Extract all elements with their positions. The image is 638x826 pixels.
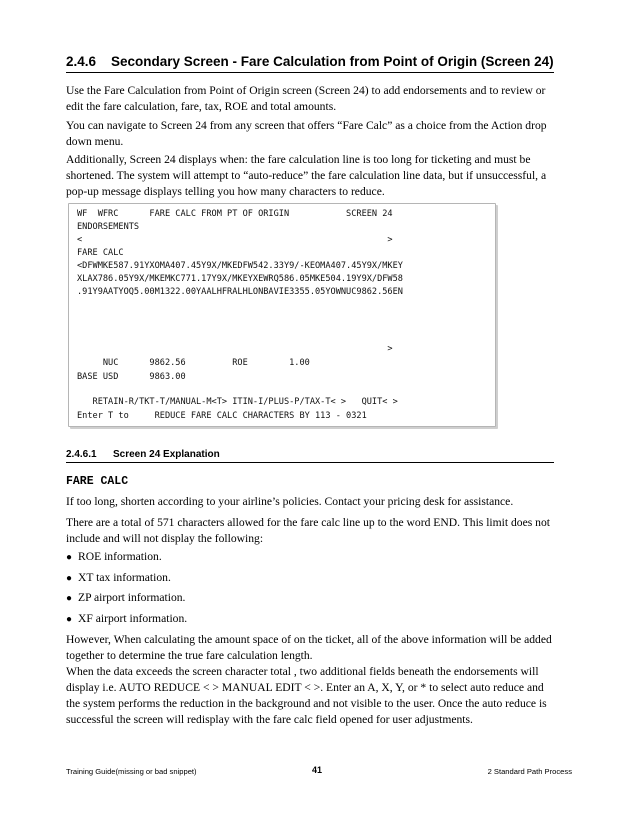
screen-line-13: NUC 9862.56 ROE 1.00 <box>77 358 310 368</box>
section-title: Secondary Screen - Fare Calculation from Point of Origin (Screen 24) <box>111 54 554 69</box>
screen-line-8 <box>77 298 489 312</box>
section-number: 2.4.6 <box>66 54 97 69</box>
intro-paragraph-3: Additionally, Screen 24 displays when: the fare calculation line is too long for ticketing and must be shortened. The system will attempt to “auto-reduce” the fare calculation line data, but if unsuccessful, a pop-up message displays telling you how many characters to reduce. <box>66 153 547 198</box>
intro-paragraph-2: You can navigate to Screen 24 from any screen that offers “Fare Calc” as a choice from the Action drop down menu. <box>66 119 547 148</box>
bullet-item: ● ROE information. <box>66 549 546 566</box>
footer-guide-title: Training Guide(missing or bad snippet) <box>66 767 197 776</box>
screen-line-12: > <box>77 344 393 354</box>
bullet-dot-icon: ● <box>66 573 73 584</box>
screen-line-6: XLAX786.05Y9X/MKEMKC771.17Y9X/MKEYXEWRQ586.05MKE504.19Y9X/DFW58 <box>77 274 403 284</box>
bullet-item: ● XF airport information. <box>66 611 546 628</box>
body-paragraph-4: When the data exceeds the screen character total , two additional fields beneath the endorsements will display i.e. AUTO REDUCE < > MANUAL EDIT < >. Enter an A, X, Y, or * to select auto reduce and the system performs the reduction in the background and not visible to the user. Once the auto reduce is successful the screen will redisplay with the fare calc field opened for user adjustments. <box>66 665 547 726</box>
screen-line-14: BASE USD 9863.00 <box>77 372 186 382</box>
screen-line-17: Enter T to REDUCE FARE CALC CHARACTERS BY 113 - 0321 <box>77 411 367 421</box>
screen-line-3: < > <box>77 235 393 245</box>
body-paragraph-3: However, When calculating the amount space of on the ticket, all of the above information will be added together to determine the true fare calculation length. <box>66 633 552 662</box>
page-number: 41 <box>312 765 323 775</box>
body-paragraph-1: If too long, shorten according to your airline’s policies. Contact your pricing desk for assistance. <box>66 495 514 508</box>
intro-paragraph-1: Use the Fare Calculation from Point of Origin screen (Screen 24) to add endorsements and to review or edit the fare calculation, fare, tax, ROE and total amounts. <box>66 84 546 113</box>
footer-chapter: 2 Standard Path Process <box>487 767 572 776</box>
subsection-number: 2.4.6.1 <box>66 449 97 460</box>
subsection-title: Screen 24 Explanation <box>113 449 220 460</box>
body-paragraph-2: There are a total of 571 characters allowed for the fare calc line up to the word END. This limit does not include and will not display the following: <box>66 516 550 545</box>
screen-line-5: <DFWMKE587.91YXOMA407.45Y9X/MKEDFW542.33Y9/-KEOMA407.45Y9X/MKEY <box>77 261 403 271</box>
screen-line-7: .91Y9AATYOQ5.00M1322.00YAALHFRALHLONBAVIE3355.05YOWNUC9862.56EN <box>77 287 403 297</box>
subsection-heading <box>66 449 554 463</box>
screen-line-4: FARE CALC <box>77 248 124 258</box>
screen-line-2: ENDORSEMENTS <box>77 222 140 232</box>
bullet-dot-icon: ● <box>66 593 73 604</box>
screen-line-16: RETAIN-R/TKT-T/MANUAL-M<T> ITIN-I/PLUS-P/TAX-T< > QUIT< > <box>77 397 398 407</box>
bullet-dot-icon: ● <box>66 614 73 625</box>
section-heading <box>66 54 554 73</box>
bullet-dot-icon: ● <box>66 552 73 563</box>
screen-line-9 <box>77 311 489 325</box>
screen-line-1: WF WFRC FARE CALC FROM PT OF ORIGIN SCREEN 24 <box>77 209 393 219</box>
bullet-item: ● ZP airport information. <box>66 590 546 607</box>
terminal-screen-capture <box>68 203 496 427</box>
field-term: FARE CALC <box>66 475 129 488</box>
bullet-item: ● XT tax information. <box>66 570 546 587</box>
